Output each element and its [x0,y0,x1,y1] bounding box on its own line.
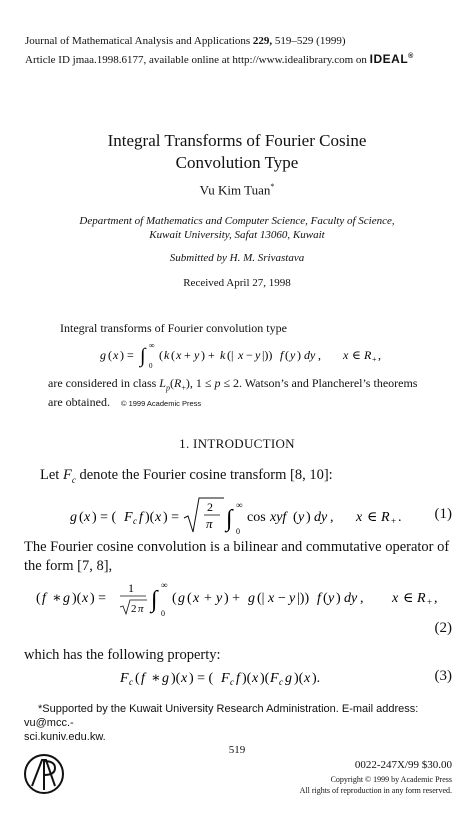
svg-text:): ) [297,348,301,362]
equation-1-number: (1) [434,506,452,522]
title-line-2: Convolution Type [175,153,299,172]
author [0,182,474,198]
svg-text:+: + [372,355,377,364]
svg-text:) =: ) = [163,510,180,525]
ap-logo-icon [22,752,66,796]
svg-text:x: x [193,591,200,606]
para-2 [24,538,454,576]
equation-2 [36,576,456,620]
journal-citation [25,34,345,48]
svg-text:x: x [238,348,244,362]
received-date: Received April 27, 1998 [183,277,291,289]
svg-text:x: x [392,591,399,606]
svg-text:2: 2 [207,500,213,514]
svg-text:)(: )( [72,591,82,606]
svg-text:(: ( [108,348,112,362]
svg-text:c: c [279,677,283,687]
journal-pages-year: 519–529 (1999) [272,35,346,47]
svg-text:x: x [268,591,275,606]
svg-text:g: g [248,591,255,606]
article-id-text: Article ID jmaa.1998.6177, available online at http://www.idealibrary.com on [25,54,370,66]
svg-text:−: − [278,591,286,606]
author-footnote-mark: * [270,182,275,191]
svg-text:(: ( [285,348,289,362]
svg-text:∫: ∫ [140,345,146,367]
svg-text:x: x [343,348,349,362]
para-1: Let $F_c$ denote the Fourier cosine transform [8, 10]: [40,467,333,485]
svg-text:x: x [113,348,119,362]
svg-text:|)): |)) [262,348,273,362]
svg-text:∞: ∞ [149,341,155,350]
svg-text:g: g [178,591,185,606]
svg-text:f: f [141,671,145,686]
svg-text:y: y [255,348,261,362]
svg-text:y: y [290,348,296,362]
svg-text:g: g [63,591,70,606]
footnote-line-1: Supported by the Kuwait University Research Administration. E-mail address: vu@mcc.- [24,703,419,729]
svg-text:+: + [204,591,212,606]
equation-1-domain [352,494,422,538]
author-name: Vu Kim Tuan [199,182,271,198]
svg-text:f: f [236,671,240,686]
svg-text:) +: ) + [224,591,241,606]
para-3: which has the following property: [24,647,221,663]
svg-text:(|: (| [227,348,234,362]
svg-text:f: f [139,510,143,525]
price-code: 0022-247X/99 $30.00 [354,759,452,771]
svg-text:c: c [129,677,133,687]
svg-text:g: g [100,348,106,362]
svg-text:(: ( [171,348,175,362]
svg-text:x: x [304,671,311,686]
equation-3-number: (3) [434,668,452,684]
submitted-by: Submitted by H. M. Srivastava [169,252,305,264]
svg-text:∞: ∞ [161,580,168,590]
para-2-line-1: The Fourier cosine convolution is a bilinear and commutative operator of [24,539,450,555]
svg-text:|)): |)) [297,591,310,606]
equation-1 [60,494,400,538]
svg-text:)(: )( [242,671,252,686]
footnote [24,702,454,744]
svg-text:∫: ∫ [226,506,233,532]
svg-text:∞: ∞ [236,500,243,510]
svg-text:y: y [194,348,200,362]
svg-text:)(: )( [294,671,304,686]
svg-text:)(: )( [171,671,181,686]
svg-text:) = (: ) = ( [189,671,214,686]
svg-text:0: 0 [161,609,165,618]
svg-text:k: k [164,348,170,362]
svg-text:,: , [360,591,364,606]
paper-title [0,130,474,174]
svg-text:∈: ∈ [352,348,361,362]
svg-text:dy: dy [344,591,358,606]
svg-text:∫: ∫ [151,587,158,613]
svg-text:(: ( [293,510,298,525]
abstract-intro: Integral transforms of Fourier convolution type [60,321,287,335]
svg-text:+: + [184,348,191,362]
copyright-line-2: All rights of reproduction in any form reserved. [299,786,452,795]
svg-text:1: 1 [128,581,134,595]
svg-text:g: g [285,671,292,686]
svg-text:x: x [155,510,162,525]
footer-right [300,758,452,796]
journal-name: Journal of Mathematical Analysis and Applications [25,35,253,47]
svg-text:(: ( [36,591,41,606]
affiliation-line-2: Kuwait University, Safat 13060, Kuwait [149,229,325,241]
svg-text:) =: ) = [120,348,134,362]
svg-text:).: ). [312,671,321,686]
svg-text:F: F [124,510,133,525]
page-number: 519 [228,744,246,756]
abstract-line-3: are obtained. [48,395,110,410]
svg-text:x: x [176,348,182,362]
svg-text:y: y [289,591,296,606]
svg-text:): ) [336,591,341,606]
svg-text:k: k [220,348,226,362]
ideal-logo: IDEAL® [369,52,414,66]
article-id-line [25,50,414,67]
svg-text:R: R [381,510,390,525]
svg-text:xyf: xyf [270,510,287,525]
svg-text:,: , [378,348,381,362]
svg-text:(: ( [172,591,177,606]
svg-text:)(: )( [260,671,270,686]
svg-text:∗: ∗ [52,591,62,606]
svg-text:,: , [434,591,438,606]
svg-text:(: ( [159,348,163,362]
svg-text:F: F [221,671,230,686]
abstract-body [48,376,438,411]
svg-text:x: x [181,671,188,686]
svg-text:)(: )( [145,510,155,525]
affiliation [0,214,474,242]
svg-text:f: f [280,348,284,362]
svg-text:cos: cos [247,510,266,525]
svg-text:dy: dy [314,510,328,525]
svg-text:π: π [206,516,213,531]
svg-text:∗: ∗ [151,671,161,686]
footnote-mark: * [38,703,43,715]
equation-2-number: (2) [434,620,452,636]
svg-text:−: − [246,348,253,362]
svg-text:g: g [70,510,77,525]
svg-text:g: g [162,671,169,686]
svg-text:.: . [398,510,402,525]
equation-3 [120,664,380,690]
svg-text:f: f [42,591,46,606]
svg-text:): ) [306,510,311,525]
svg-text:∈: ∈ [367,510,378,525]
svg-text:F: F [270,671,279,686]
svg-text:+: + [427,597,433,607]
svg-text:y: y [216,591,223,606]
svg-text:x: x [356,510,363,525]
svg-text:) = (: ) = ( [92,510,117,525]
title-line-1: Integral Transforms of Fourier Cosine [107,131,367,150]
svg-text:y: y [298,510,305,525]
svg-text:(|: (| [257,591,265,606]
abstract-equation [60,337,430,371]
svg-text:(: ( [79,510,84,525]
section-heading: 1. INTRODUCTION [179,436,295,451]
svg-text:y: y [328,591,335,606]
svg-text:(: ( [135,671,140,686]
svg-text:π: π [138,603,144,615]
svg-text:F: F [120,671,129,686]
svg-text:,: , [318,348,321,362]
footnote-line-2: sci.kuniv.edu.kw. [24,731,106,743]
svg-text:+: + [391,516,397,526]
svg-text:(: ( [187,591,192,606]
svg-text:x: x [82,591,89,606]
para-2-line-2: the form [7, 8], [24,558,113,574]
affiliation-line-1: Department of Mathematics and Computer Science, Faculty of Science, [79,215,395,227]
svg-text:R: R [417,591,426,606]
svg-text:dy: dy [304,348,316,362]
journal-volume: 229, [252,35,273,47]
svg-text:,: , [330,510,334,525]
svg-text:0: 0 [236,527,240,536]
svg-text:(: ( [323,591,328,606]
svg-text:f: f [317,591,321,606]
abstract-copyright: © 1999 Academic Press [120,399,202,409]
svg-text:) =: ) = [90,591,107,606]
svg-text:c: c [230,677,234,687]
abstract-line-2: are considered in class $L_p(R_+)$, 1 ≤ p ≤ 2. Watson’s and Plancherel’s theorems [48,376,418,393]
svg-text:x: x [84,510,91,525]
svg-text:R: R [364,348,372,362]
svg-text:2: 2 [131,603,137,615]
svg-text:x: x [252,671,259,686]
svg-text:∈: ∈ [403,591,414,606]
copyright-line-1: Copyright © 1999 by Academic Press [330,775,452,784]
svg-text:0: 0 [149,362,153,370]
svg-text:c: c [133,516,137,526]
svg-text:) +: ) + [201,348,215,362]
